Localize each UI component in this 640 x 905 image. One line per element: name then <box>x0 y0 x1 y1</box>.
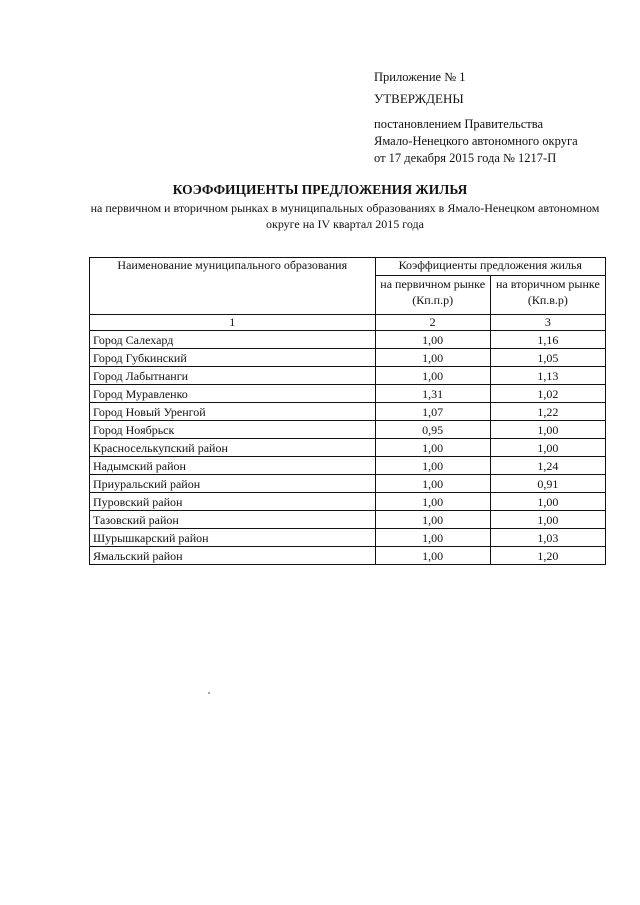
approval-line-2: Ямало-Ненецкого автономного округа <box>374 134 578 148</box>
table-row <box>90 421 606 439</box>
municipality-name: Тазовский район <box>90 511 376 529</box>
document-title: КОЭФФИЦИЕНТЫ ПРЕДЛОЖЕНИЯ ЖИЛЬЯ <box>172 182 468 197</box>
secondary-coefficient: 1,00 <box>490 439 605 457</box>
municipality-name: Надымский район <box>90 457 376 475</box>
primary-coefficient: 1,31 <box>375 385 490 403</box>
approval-line-1: постановлением Правительства <box>374 117 544 131</box>
secondary-coefficient: 0,91 <box>490 475 605 493</box>
secondary-coefficient: 1,20 <box>490 547 605 565</box>
approval-block <box>374 66 578 167</box>
table-row <box>90 493 606 511</box>
secondary-coefficient: 1,00 <box>490 493 605 511</box>
table-row <box>90 457 606 475</box>
primary-coefficient: 1,00 <box>375 439 490 457</box>
primary-coefficient: 1,00 <box>375 511 490 529</box>
primary-coefficient: 1,07 <box>375 403 490 421</box>
table-row <box>90 475 606 493</box>
primary-coefficient: 1,00 <box>375 547 490 565</box>
secondary-coefficient: 1,13 <box>490 367 605 385</box>
primary-coefficient: 1,00 <box>375 493 490 511</box>
secondary-coefficient: 1,22 <box>490 403 605 421</box>
column-number: 3 <box>490 315 605 331</box>
municipality-name: Ямальский район <box>90 547 376 565</box>
header-coefficients: Коэффициенты предложения жилья <box>375 258 605 276</box>
appendix-number: Приложение № 1 <box>374 70 466 84</box>
scan-speck <box>208 692 210 694</box>
municipality-name: Город Муравленко <box>90 385 376 403</box>
municipality-name: Пуровский район <box>90 493 376 511</box>
table-row <box>90 439 606 457</box>
document-subtitle: на первичном и вторичном рынках в муниципальных образованиях в Ямало-Ненецком автономном округе на IV квартал 2015 года <box>90 201 600 231</box>
primary-coefficient: 1,00 <box>375 529 490 547</box>
primary-coefficient: 1,00 <box>375 349 490 367</box>
secondary-coefficient: 1,02 <box>490 385 605 403</box>
table-row <box>90 511 606 529</box>
table-row <box>90 331 606 349</box>
primary-coefficient: 1,00 <box>375 457 490 475</box>
header-secondary-market: на вторичном рынке (Кп.в.р) <box>490 276 605 315</box>
secondary-coefficient: 1,05 <box>490 349 605 367</box>
table-row <box>90 547 606 565</box>
primary-coefficient: 1,00 <box>375 331 490 349</box>
primary-coefficient: 0,95 <box>375 421 490 439</box>
secondary-coefficient: 1,24 <box>490 457 605 475</box>
municipality-name: Шурышкарский район <box>90 529 376 547</box>
approval-line-3: от 17 декабря 2015 года № 1217-П <box>374 151 557 165</box>
municipality-name: Город Салехард <box>90 331 376 349</box>
column-number-row <box>90 315 606 331</box>
table-row <box>90 349 606 367</box>
column-number: 1 <box>90 315 376 331</box>
table-row <box>90 367 606 385</box>
table-row <box>90 529 606 547</box>
primary-coefficient: 1,00 <box>375 367 490 385</box>
municipality-name: Город Губкинский <box>90 349 376 367</box>
table-row <box>90 385 606 403</box>
header-primary-market: на первичном рынке (Кп.п.р) <box>375 276 490 315</box>
primary-coefficient: 1,00 <box>375 475 490 493</box>
secondary-coefficient: 1,16 <box>490 331 605 349</box>
municipality-name: Город Ноябрьск <box>90 421 376 439</box>
table-row <box>90 403 606 421</box>
municipality-name: Приуральский район <box>90 475 376 493</box>
secondary-coefficient: 1,00 <box>490 511 605 529</box>
municipality-name: Красноселькупский район <box>90 439 376 457</box>
approved-label: УТВЕРЖДЕНЫ <box>374 91 464 106</box>
secondary-coefficient: 1,00 <box>490 421 605 439</box>
municipality-name: Город Лабытнанги <box>90 367 376 385</box>
municipality-name: Город Новый Уренгой <box>90 403 376 421</box>
column-number: 2 <box>375 315 490 331</box>
coefficients-table <box>89 257 606 565</box>
secondary-coefficient: 1,03 <box>490 529 605 547</box>
header-municipality: Наименование муниципального образования <box>90 258 376 315</box>
